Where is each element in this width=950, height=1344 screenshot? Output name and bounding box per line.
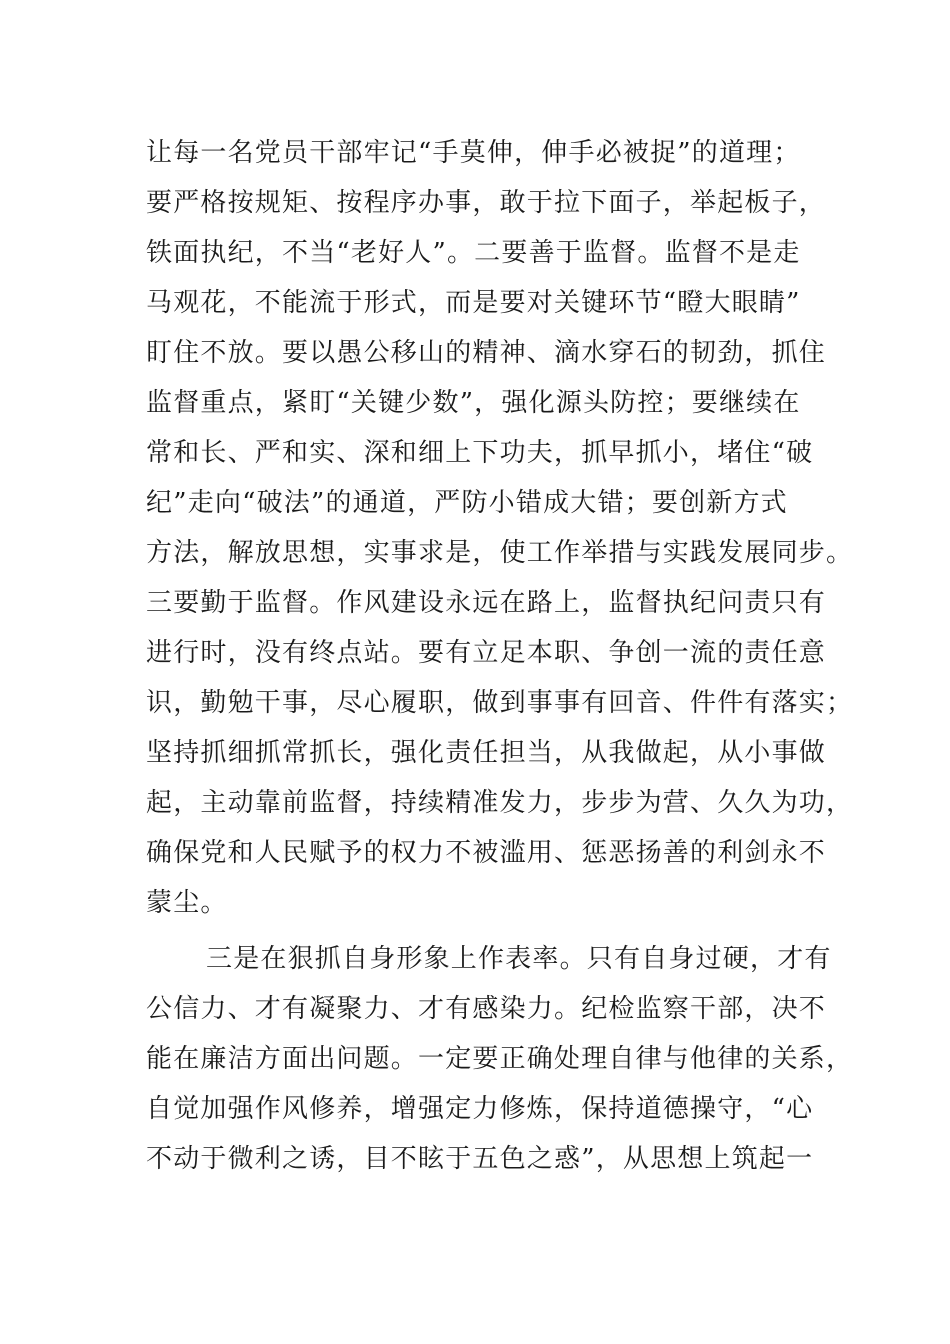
body-text [146, 128, 854, 1184]
paragraph-section-three [146, 934, 854, 1184]
text-line: 方法，解放思想，实事求是，使工作举措与实践发展同步。 [146, 538, 854, 568]
text-line: 常和长、严和实、深和细上下功夫，抓早抓小，堵住“破 [146, 438, 814, 468]
text-line: 监督重点，紧盯“关键少数”，强化源头防控；要继续在 [146, 388, 801, 418]
text-line: 坚持抓细抓常抓长，强化责任担当，从我做起，从小事做 [146, 738, 827, 768]
text-line: 蒙尘。 [146, 888, 228, 918]
text-line: 盯住不放。要以愚公移山的精神、滴水穿石的韧劲，抓住 [146, 338, 827, 368]
text-line: 要严格按规矩、按程序办事，敢于拉下面子，举起板子， [146, 188, 827, 218]
text-line: 不动于微利之诱，目不眩于五色之惑”，从思想上筑起一 [146, 1144, 814, 1174]
text-line: 能在廉洁方面出问题。一定要正确处理自律与他律的关系， [146, 1044, 854, 1074]
text-line: 铁面执纪，不当“老好人”。二要善于监督。监督不是走 [146, 238, 801, 268]
paragraph-continued [146, 128, 854, 934]
text-line: 识，勤勉干事，尽心履职，做到事事有回音、件件有落实； [146, 688, 854, 718]
text-line: 三是在狠抓自身形象上作表率。只有自身过硬，才有 [206, 944, 832, 974]
text-line: 三要勤于监督。作风建设永远在路上，监督执纪问责只有 [146, 588, 827, 618]
text-line: 公信力、才有凝聚力、才有感染力。纪检监察干部，决不 [146, 994, 827, 1024]
text-line: 纪”走向“破法”的通道，严防小错成大错；要创新方式 [146, 488, 788, 518]
text-line: 进行时，没有终点站。要有立足本职、争创一流的责任意 [146, 638, 827, 668]
text-line: 确保党和人民赋予的权力不被滥用、惩恶扬善的利剑永不 [146, 838, 827, 868]
text-line: 让每一名党员干部牢记“手莫伸，伸手必被捉”的道理； [146, 138, 801, 168]
text-line: 马观花，不能流于形式，而是要对关键环节“瞪大眼睛” [146, 288, 801, 318]
text-line: 自觉加强作风修养，增强定力修炼，保持道德操守，“心 [146, 1094, 814, 1124]
text-line: 起，主动靠前监督，持续精准发力，步步为营、久久为功， [146, 788, 854, 818]
